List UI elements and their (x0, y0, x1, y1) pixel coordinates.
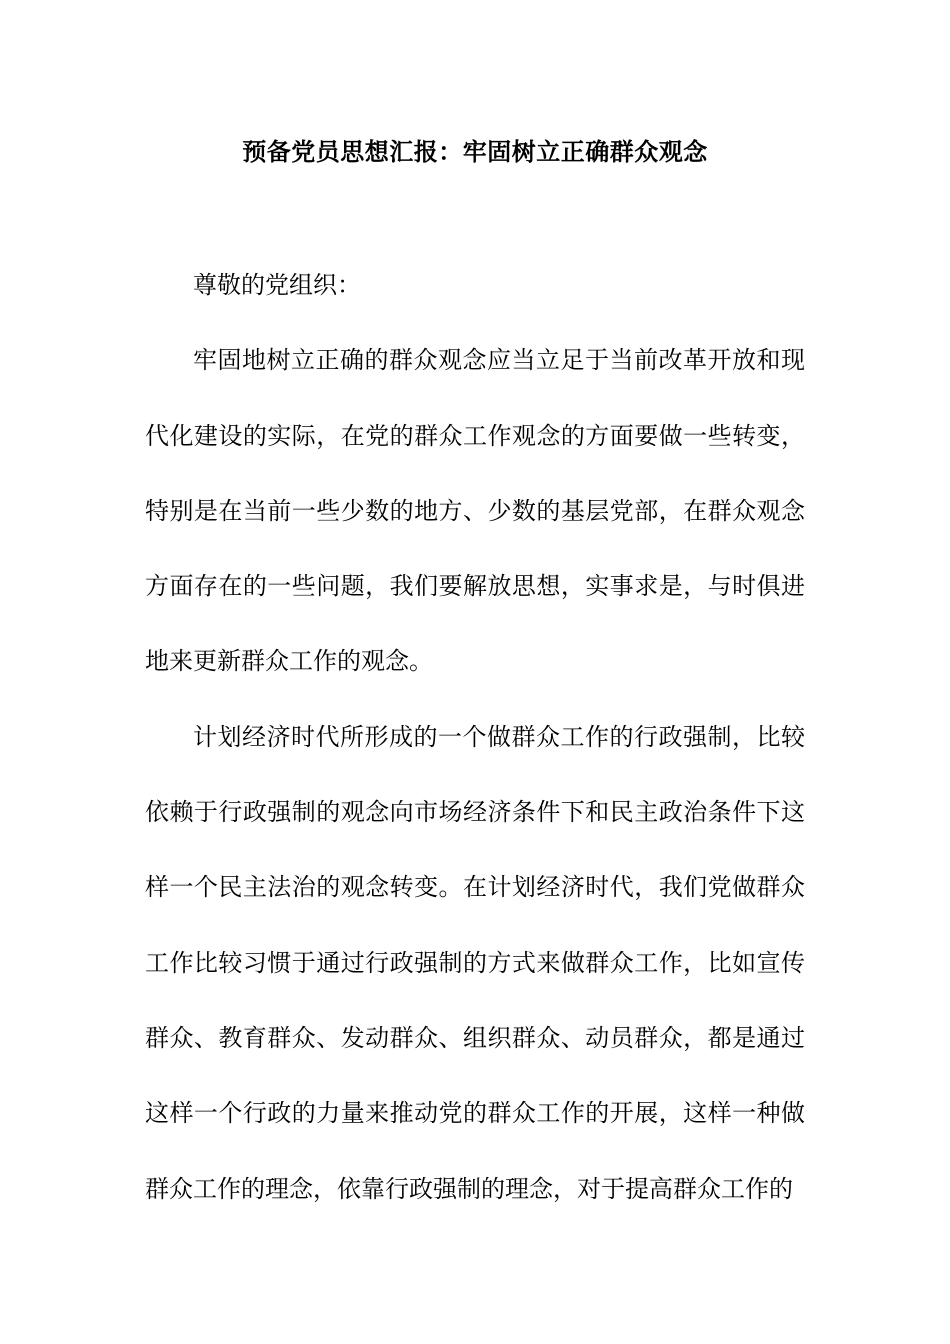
document-body (145, 248, 805, 1227)
paragraph-1: 牢固地树立正确的群众观念应当立足于当前改革开放和现代化建设的实际，在党的群众工作观念的方面要做一些转变，特别是在当前一些少数的地方、少数的基层党部，在群众观念方面存在的一些问题，我们要解放思想，实事求是，与时俱进地来更新群众工作的观念。 (145, 346, 805, 676)
paragraph-2: 计划经济时代所形成的一个做群众工作的行政强制，比较依赖于行政强制的观念向市场经济条件下和民主政治条件下这样一个民主法治的观念转变。在计划经济时代，我们党做群众工作比较习惯于通过行政强制的方式来做群众工作，比如宣传群众、教育群众、发动群众、组织群众、动员群众，都是通过这样一个行政的力量来推动党的群众工作的开展，这样一种做群众工作的理念，依靠行政强制的理念，对于提高群众工作的 (145, 722, 805, 1203)
salutation: 尊敬的党组织： (193, 271, 361, 299)
document-title: 预备党员思想汇报：牢固树立正确群众观念 (242, 137, 708, 166)
